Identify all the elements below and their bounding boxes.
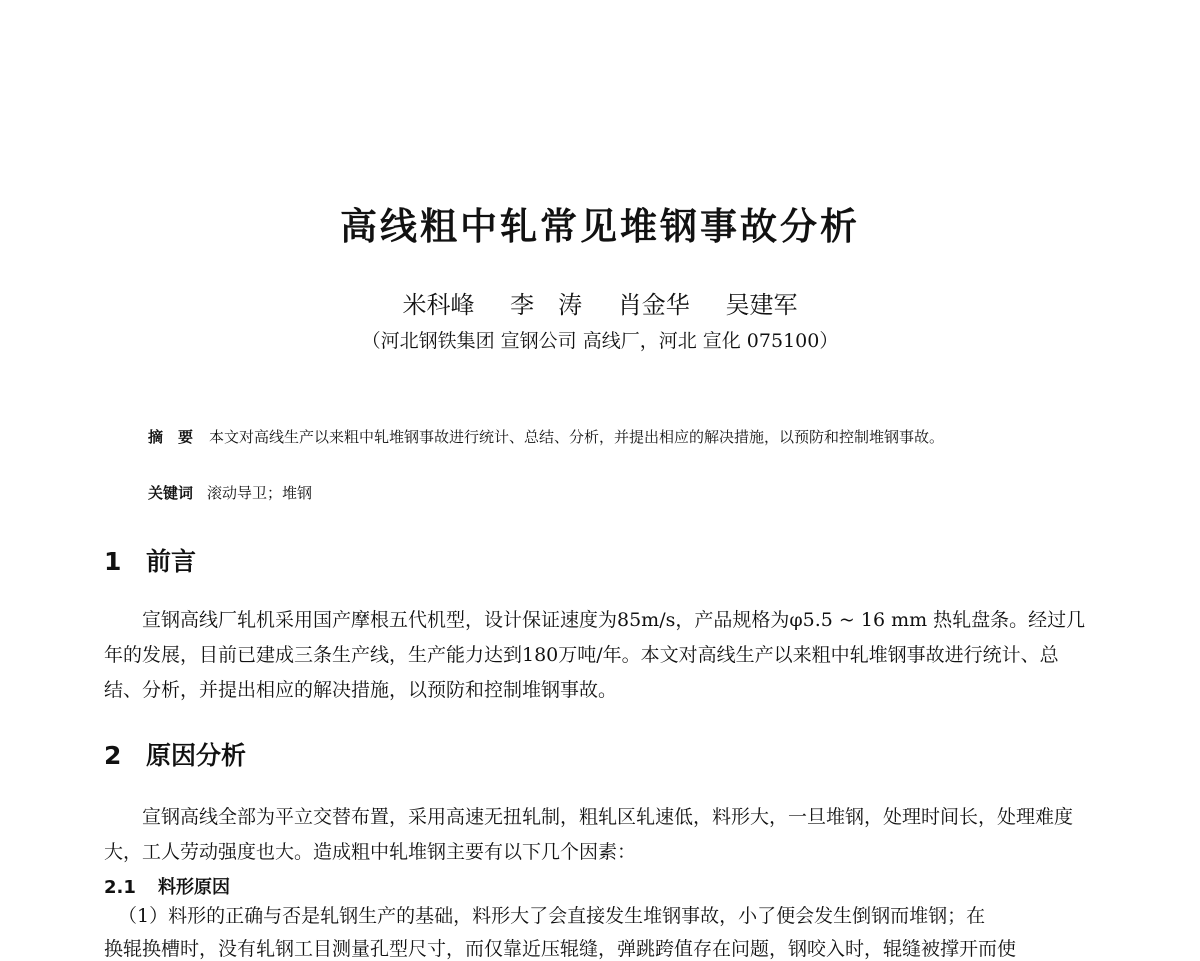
author-name: 肖金华 bbox=[617, 291, 690, 319]
paper-title: 高线粗中轧常见堆钢事故分析 bbox=[340, 205, 860, 248]
section-paragraph: 宣钢高线厂轧机采用国产摩根五代机型，设计保证速度为85m/s，产品规格为φ5.5 ~ 16 mm 热轧盘条。经过几年的发展，目前已建成三条生产线，生产能力达到180万吨/年。本文对高线生产以来粗中轧堆钢事故进行统计、总结、分析，并提出相应的解决措施，以预防和控制堆钢事故。 bbox=[104, 609, 1086, 701]
keywords-text: 滚动导卫；堆钢 bbox=[207, 484, 313, 502]
section-heading bbox=[104, 736, 246, 772]
section-title: 原因分析 bbox=[146, 741, 247, 770]
author-name: 吴建军 bbox=[725, 291, 798, 319]
paragraph-line: 换辊换槽时，没有轧钢工目测量孔型尺寸，而仅靠近压辊缝，弹跳跨值存在问题，钢咬入时，辊缝被撑开而使 bbox=[104, 938, 1017, 960]
section-paragraph: 宣钢高线全部为平立交替布置，采用高速无扭轧制，粗轧区轧速低，料形大，一旦堆钢，处理时间长，处理难度大，工人劳动强度也大。造成粗中轧堆钢主要有以下几个因素： bbox=[104, 806, 1074, 863]
abstract-label: 摘 要 bbox=[148, 428, 194, 446]
abstract bbox=[148, 423, 1068, 452]
author-list bbox=[0, 285, 1200, 320]
subsection-heading bbox=[104, 873, 230, 899]
subsection-number: 2.1 bbox=[104, 877, 136, 898]
affiliation: （河北钢铁集团 宣钢公司 高线厂，河北 宣化 075100） bbox=[361, 330, 839, 352]
paragraph-line: （1）料形的正确与否是轧钢生产的基础，料形大了会直接发生堆钢事故，小了便会发生倒钢而堆钢；在 bbox=[118, 905, 986, 927]
section-heading bbox=[104, 542, 196, 578]
author-name: 米科峰 bbox=[402, 291, 475, 319]
keywords bbox=[148, 482, 312, 503]
subsection-title: 料形原因 bbox=[158, 877, 230, 898]
section-number: 1 bbox=[104, 547, 122, 576]
abstract-text: 本文对高线生产以来粗中轧堆钢事故进行统计、总结、分析，并提出相应的解决措施，以预防和控制堆钢事故。 bbox=[209, 428, 945, 446]
keywords-label: 关键词 bbox=[148, 484, 194, 502]
section-number: 2 bbox=[104, 741, 122, 770]
author-name: 李 涛 bbox=[510, 291, 583, 319]
section-title: 前言 bbox=[146, 547, 197, 576]
